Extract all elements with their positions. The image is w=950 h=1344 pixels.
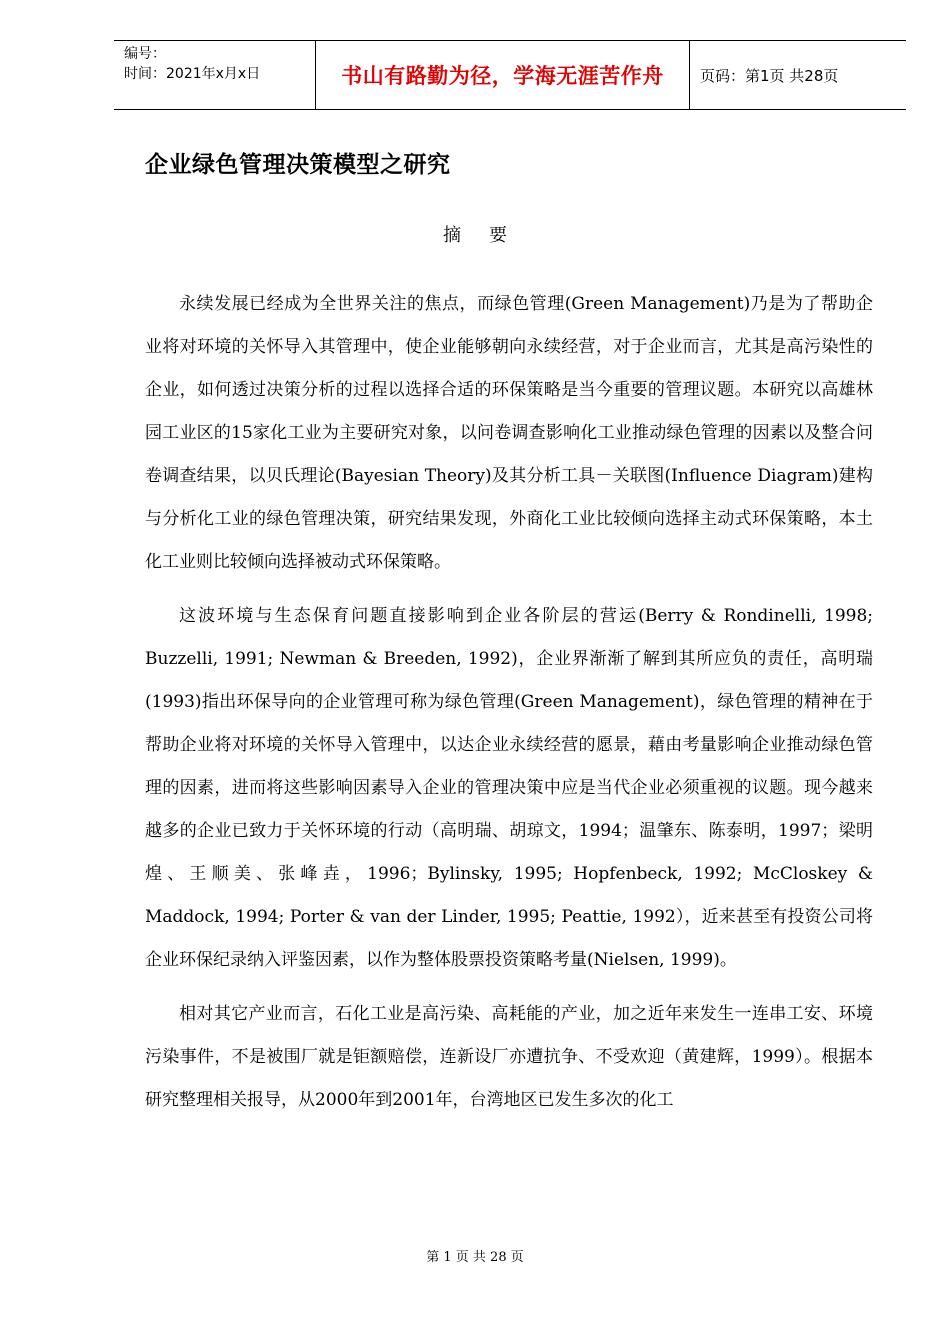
- document-title: 企业绿色管理决策模型之研究: [145, 152, 451, 178]
- number-label: 编号：: [124, 46, 166, 62]
- abstract-heading-char: 摘: [443, 225, 461, 246]
- abstract-heading: [0, 221, 950, 247]
- header-page-label: 页码：第1页 共28页: [700, 66, 839, 85]
- time-label: 时间：2021年x月x日: [124, 66, 261, 82]
- paragraph: 相对其它产业而言，石化工业是高污染、高耗能的产业，加之近年来发生一连串工安、环境污染事件，不是被围厂就是钜额赔偿，连新设厂亦遭抗争、不受欢迎（黄建辉，1999）。根据本研究整理相关报导，从2000年到2001年，台湾地区已发生多次的化工: [145, 1004, 873, 1110]
- page-header: [114, 40, 906, 110]
- page-footer: 第 1 页 共 28 页: [426, 1250, 524, 1265]
- abstract-heading-char: 要: [489, 225, 507, 246]
- header-meta: [114, 41, 316, 109]
- paragraph: 永续发展已经成为全世界关注的焦点，而绿色管理(Green Management)乃是为了帮助企业将对环境的关怀导入其管理中，使企业能够朝向永续经营，对于企业而言，尤其是高污染性的企业，如何透过决策分析的过程以选择合适的环保策略是当今重要的管理议题。本研究以高雄林园工业区的15家化工业为主要研究对象，以问卷调查影响化工业推动绿色管理的因素以及整合问卷调查结果，以贝氏理论(Bayesian Theory)及其分析工具－关联图(Influence Diagram)建构与分析化工业的绿色管理决策，研究结果发现，外商化工业比较倾向选择主动式环保策略，本土化工业则比较倾向选择被动式环保策略。: [145, 294, 873, 572]
- paragraph: 这波环境与生态保育问题直接影响到企业各阶层的营运(Berry & Rondinelli, 1998; Buzzelli, 1991; Newman & Breeden, 1992)，企业界渐渐了解到其所应负的责任，高明瑞(1993)指出环保导向的企业管理可称为绿色管理(Green Management)，绿色管理的精神在于帮助企业将对环境的关怀导入管理中，以达企业永续经营的愿景，藉由考量影响企业推动绿色管理的因素，进而将这些影响因素导入企业的管理决策中应是当代企业必须重视的议题。现今越来越多的企业已致力于关怀环境的行动（高明瑞、胡琼文，1994；温肇东、陈泰明，1997；梁明煌、王顺美、张峰垚，1996；Bylinsky, 1995; Hopfenbeck, 1992; McCloskey & Maddock, 1994; Porter & van der Linder, 1995; Peattie, 1992），近来甚至有投资公司将企业环保纪录纳入评鉴因素，以作为整体股票投资策略考量(Nielsen, 1999)。: [145, 606, 873, 970]
- document-body: [145, 283, 873, 1133]
- header-motto: 书山有路勤为径，学海无涯苦作舟: [316, 41, 690, 109]
